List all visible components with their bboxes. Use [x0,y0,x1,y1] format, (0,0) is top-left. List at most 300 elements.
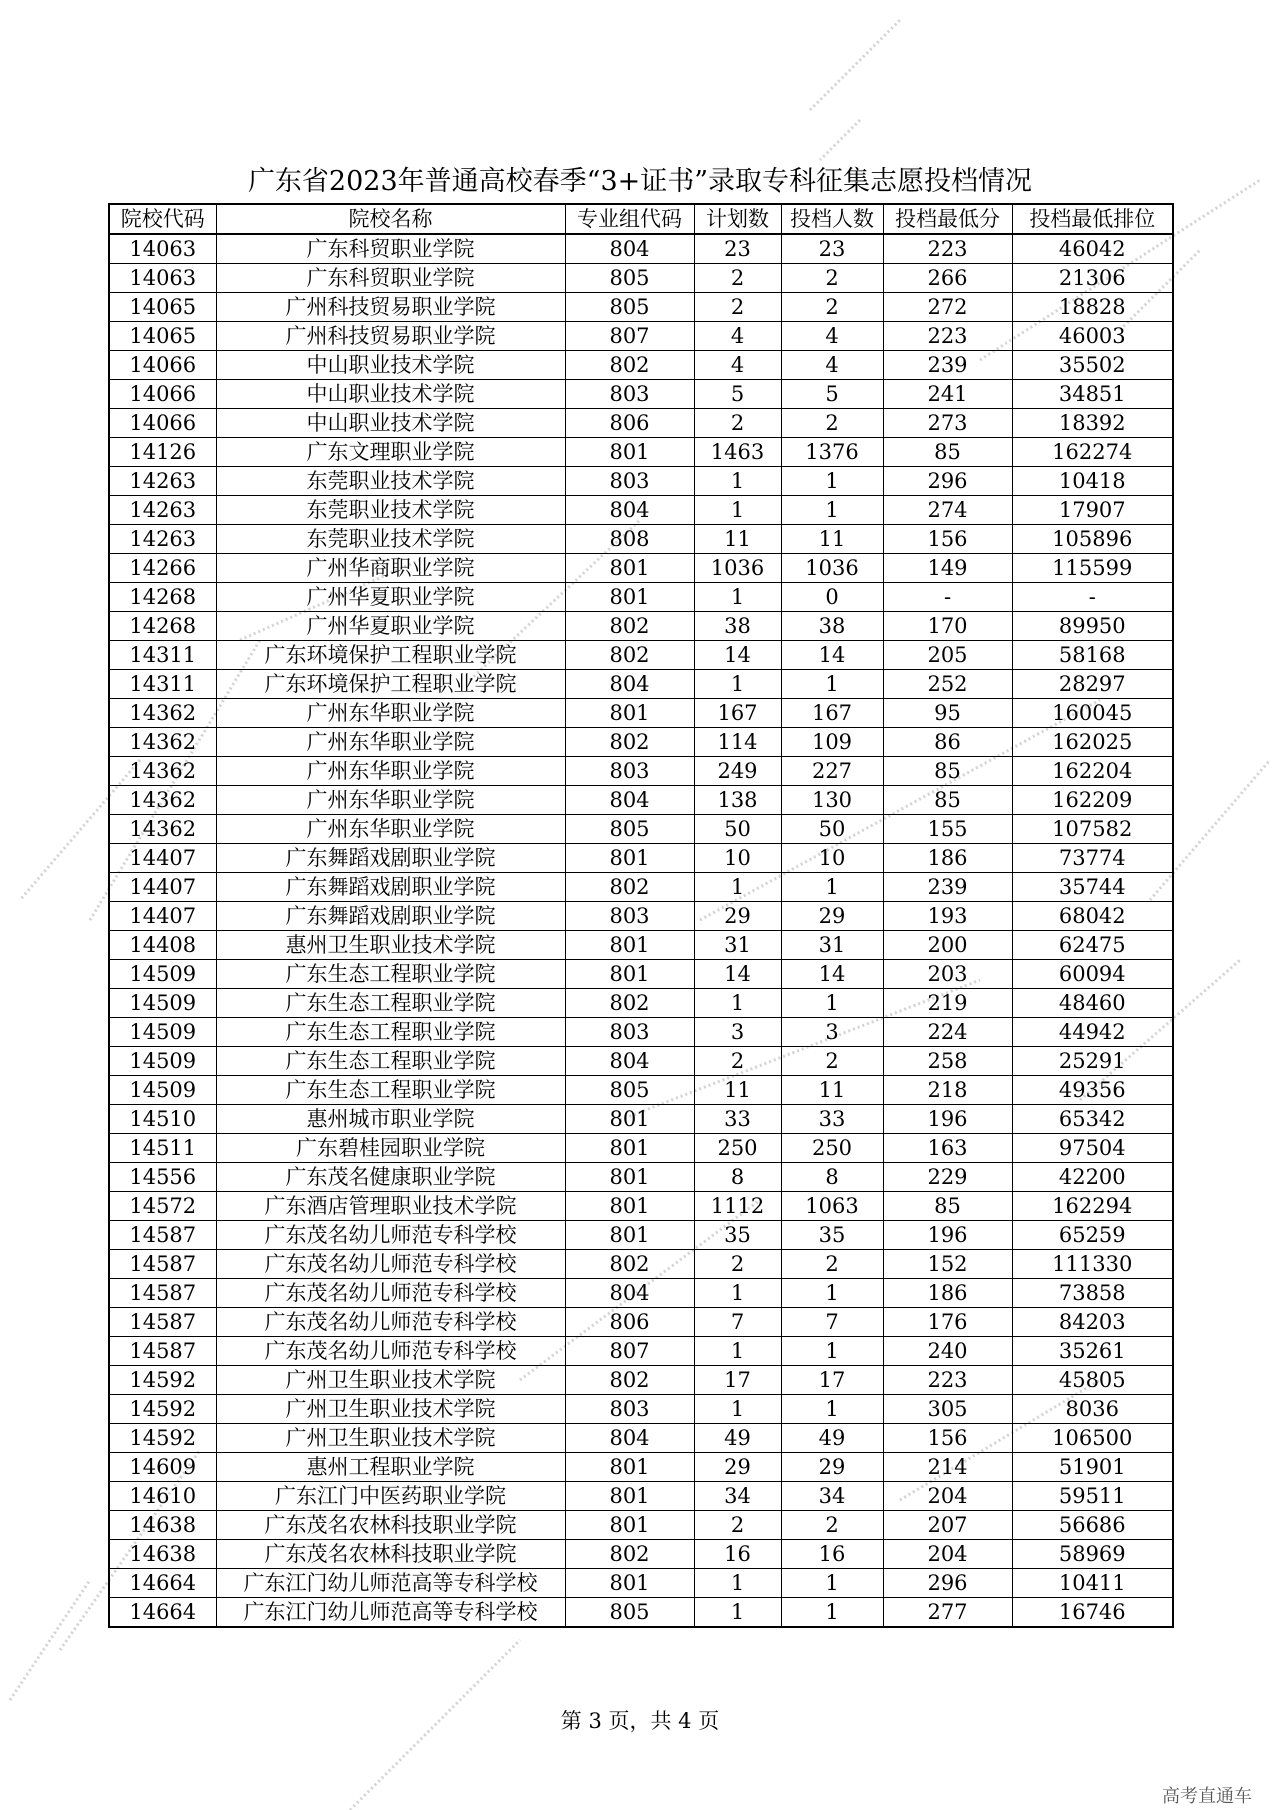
min-rank-cell: 35502 [1012,351,1173,380]
group-code-cell: 801 [565,960,694,989]
school-code-cell: 14362 [109,699,216,728]
school-code-cell: 14587 [109,1308,216,1337]
min-rank-cell: 68042 [1012,902,1173,931]
school-code-cell: 14556 [109,1163,216,1192]
school-name-cell: 广东生态工程职业学院 [216,1018,565,1047]
column-header: 专业组代码 [565,204,694,234]
table-row [109,612,1173,641]
column-header: 投档最低分 [883,204,1012,234]
plan-count-cell: 23 [694,234,781,264]
admitted-count-cell: 2 [781,1250,883,1279]
table-row [109,1134,1173,1163]
school-name-cell: 广东生态工程职业学院 [216,989,565,1018]
admitted-count-cell: 1 [781,496,883,525]
min-score-cell: 193 [883,902,1012,931]
school-name-cell: 广东茂名幼儿师范专科学校 [216,1308,565,1337]
group-code-cell: 801 [565,1569,694,1598]
school-code-cell: 14407 [109,844,216,873]
group-code-cell: 801 [565,1453,694,1482]
group-code-cell: 802 [565,1250,694,1279]
group-code-cell: 807 [565,1337,694,1366]
school-code-cell: 14311 [109,670,216,699]
group-code-cell: 802 [565,612,694,641]
plan-count-cell: 1463 [694,438,781,467]
group-code-cell: 804 [565,234,694,264]
min-rank-cell: 10411 [1012,1569,1173,1598]
group-code-cell: 801 [565,1134,694,1163]
admitted-count-cell: 49 [781,1424,883,1453]
min-score-cell: 156 [883,1424,1012,1453]
admission-table [108,203,1174,1628]
group-code-cell: 801 [565,438,694,467]
min-score-cell: 176 [883,1308,1012,1337]
min-rank-cell: 21306 [1012,264,1173,293]
school-name-cell: 广州华夏职业学院 [216,583,565,612]
table-row [109,583,1173,612]
table-row [109,1395,1173,1424]
school-name-cell: 广东生态工程职业学院 [216,960,565,989]
min-rank-cell: 162209 [1012,786,1173,815]
plan-count-cell: 1 [694,1337,781,1366]
min-rank-cell: 106500 [1012,1424,1173,1453]
school-code-cell: 14268 [109,612,216,641]
school-name-cell: 广东茂名农林科技职业学院 [216,1540,565,1569]
school-code-cell: 14362 [109,815,216,844]
table-row [109,641,1173,670]
school-name-cell: 广州科技贸易职业学院 [216,293,565,322]
group-code-cell: 805 [565,815,694,844]
school-name-cell: 广东碧桂园职业学院 [216,1134,565,1163]
school-name-cell: 中山职业技术学院 [216,351,565,380]
admitted-count-cell: 34 [781,1482,883,1511]
admitted-count-cell: 4 [781,351,883,380]
school-name-cell: 广州东华职业学院 [216,728,565,757]
school-name-cell: 广东茂名幼儿师范专科学校 [216,1337,565,1366]
plan-count-cell: 114 [694,728,781,757]
school-name-cell: 中山职业技术学院 [216,380,565,409]
admitted-count-cell: 250 [781,1134,883,1163]
school-code-cell: 14510 [109,1105,216,1134]
min-score-cell: 296 [883,467,1012,496]
min-rank-cell: 162025 [1012,728,1173,757]
school-code-cell: 14066 [109,351,216,380]
admitted-count-cell: 17 [781,1366,883,1395]
group-code-cell: 803 [565,1395,694,1424]
admitted-count-cell: 2 [781,264,883,293]
group-code-cell: 806 [565,409,694,438]
min-rank-cell: 111330 [1012,1250,1173,1279]
school-code-cell: 14263 [109,496,216,525]
admitted-count-cell: 14 [781,960,883,989]
table-row [109,438,1173,467]
min-score-cell: 85 [883,757,1012,786]
table-row [109,989,1173,1018]
plan-count-cell: 11 [694,525,781,554]
group-code-cell: 803 [565,757,694,786]
admitted-count-cell: 14 [781,641,883,670]
school-name-cell: 广东文理职业学院 [216,438,565,467]
school-name-cell: 东莞职业技术学院 [216,525,565,554]
min-score-cell: 258 [883,1047,1012,1076]
table-row [109,815,1173,844]
school-code-cell: 14065 [109,322,216,351]
school-name-cell: 广东科贸职业学院 [216,264,565,293]
admitted-count-cell: 33 [781,1105,883,1134]
school-code-cell: 14610 [109,1482,216,1511]
table-row [109,1279,1173,1308]
school-name-cell: 广东环境保护工程职业学院 [216,641,565,670]
school-name-cell: 广州华夏职业学院 [216,612,565,641]
admitted-count-cell: 0 [781,583,883,612]
school-name-cell: 广东江门中医药职业学院 [216,1482,565,1511]
school-code-cell: 14509 [109,960,216,989]
table-row [109,1018,1173,1047]
school-name-cell: 广州科技贸易职业学院 [216,322,565,351]
min-score-cell: 205 [883,641,1012,670]
min-rank-cell: 162274 [1012,438,1173,467]
admitted-count-cell: 23 [781,234,883,264]
min-score-cell: 207 [883,1511,1012,1540]
min-score-cell: 277 [883,1598,1012,1628]
school-code-cell: 14587 [109,1221,216,1250]
min-score-cell: 218 [883,1076,1012,1105]
plan-count-cell: 4 [694,351,781,380]
plan-count-cell: 1 [694,873,781,902]
school-code-cell: 14063 [109,264,216,293]
admitted-count-cell: 38 [781,612,883,641]
table-body [109,234,1173,1627]
min-rank-cell: 51901 [1012,1453,1173,1482]
table-row [109,380,1173,409]
table-row [109,1540,1173,1569]
school-name-cell: 广东酒店管理职业技术学院 [216,1192,565,1221]
group-code-cell: 802 [565,873,694,902]
plan-count-cell: 2 [694,409,781,438]
min-score-cell: 186 [883,1279,1012,1308]
admitted-count-cell: 1 [781,989,883,1018]
school-name-cell: 广州卫生职业技术学院 [216,1366,565,1395]
min-score-cell: - [883,583,1012,612]
admitted-count-cell: 167 [781,699,883,728]
school-name-cell: 广东茂名健康职业学院 [216,1163,565,1192]
group-code-cell: 802 [565,1366,694,1395]
school-name-cell: 广州东华职业学院 [216,815,565,844]
min-score-cell: 214 [883,1453,1012,1482]
min-rank-cell: 35261 [1012,1337,1173,1366]
admitted-count-cell: 31 [781,931,883,960]
school-name-cell: 广东江门幼儿师范高等专科学校 [216,1598,565,1628]
group-code-cell: 801 [565,1511,694,1540]
column-header: 院校代码 [109,204,216,234]
table-row [109,1453,1173,1482]
plan-count-cell: 250 [694,1134,781,1163]
table-row [109,322,1173,351]
table-row [109,1598,1173,1628]
min-score-cell: 203 [883,960,1012,989]
group-code-cell: 802 [565,728,694,757]
plan-count-cell: 16 [694,1540,781,1569]
school-code-cell: 14609 [109,1453,216,1482]
min-score-cell: 196 [883,1221,1012,1250]
plan-count-cell: 17 [694,1366,781,1395]
admitted-count-cell: 1063 [781,1192,883,1221]
school-name-cell: 广州卫生职业技术学院 [216,1395,565,1424]
admitted-count-cell: 1 [781,670,883,699]
plan-count-cell: 2 [694,264,781,293]
group-code-cell: 805 [565,1076,694,1105]
min-score-cell: 224 [883,1018,1012,1047]
table-row [109,293,1173,322]
min-rank-cell: 73858 [1012,1279,1173,1308]
table-row [109,1482,1173,1511]
school-code-cell: 14509 [109,989,216,1018]
min-rank-cell: 35744 [1012,873,1173,902]
admitted-count-cell: 35 [781,1221,883,1250]
admitted-count-cell: 1 [781,1279,883,1308]
table-row [109,1163,1173,1192]
school-code-cell: 14126 [109,438,216,467]
plan-count-cell: 2 [694,293,781,322]
group-code-cell: 803 [565,1018,694,1047]
group-code-cell: 807 [565,322,694,351]
plan-count-cell: 1112 [694,1192,781,1221]
admitted-count-cell: 130 [781,786,883,815]
plan-count-cell: 11 [694,1076,781,1105]
plan-count-cell: 49 [694,1424,781,1453]
school-code-cell: 14065 [109,293,216,322]
group-code-cell: 802 [565,351,694,380]
column-header: 计划数 [694,204,781,234]
min-score-cell: 305 [883,1395,1012,1424]
table-row [109,931,1173,960]
school-name-cell: 广州华商职业学院 [216,554,565,583]
group-code-cell: 808 [565,525,694,554]
school-code-cell: 14266 [109,554,216,583]
table-row [109,902,1173,931]
min-rank-cell: 48460 [1012,989,1173,1018]
min-rank-cell: 58969 [1012,1540,1173,1569]
min-rank-cell: 16746 [1012,1598,1173,1628]
min-score-cell: 149 [883,554,1012,583]
plan-count-cell: 4 [694,322,781,351]
school-code-cell: 14638 [109,1540,216,1569]
min-score-cell: 239 [883,351,1012,380]
school-code-cell: 14638 [109,1511,216,1540]
school-code-cell: 14063 [109,234,216,264]
admitted-count-cell: 2 [781,1511,883,1540]
school-name-cell: 广州东华职业学院 [216,786,565,815]
min-rank-cell: 10418 [1012,467,1173,496]
school-name-cell: 广东舞蹈戏剧职业学院 [216,873,565,902]
admitted-count-cell: 29 [781,1453,883,1482]
min-score-cell: 85 [883,1192,1012,1221]
school-name-cell: 广东茂名幼儿师范专科学校 [216,1250,565,1279]
table-row [109,1221,1173,1250]
min-score-cell: 170 [883,612,1012,641]
plan-count-cell: 10 [694,844,781,873]
table-row [109,351,1173,380]
min-rank-cell: 25291 [1012,1047,1173,1076]
school-code-cell: 14511 [109,1134,216,1163]
table-row [109,1047,1173,1076]
school-code-cell: 14592 [109,1395,216,1424]
school-code-cell: 14407 [109,902,216,931]
min-rank-cell: 60094 [1012,960,1173,989]
min-score-cell: 86 [883,728,1012,757]
plan-count-cell: 34 [694,1482,781,1511]
min-rank-cell: 49356 [1012,1076,1173,1105]
min-score-cell: 204 [883,1482,1012,1511]
table-row [109,873,1173,902]
min-rank-cell: 160045 [1012,699,1173,728]
admitted-count-cell: 29 [781,902,883,931]
admitted-count-cell: 1376 [781,438,883,467]
column-header: 投档最低排位 [1012,204,1173,234]
school-code-cell: 14066 [109,409,216,438]
group-code-cell: 803 [565,467,694,496]
min-score-cell: 155 [883,815,1012,844]
min-score-cell: 186 [883,844,1012,873]
school-name-cell: 广东茂名幼儿师范专科学校 [216,1279,565,1308]
admitted-count-cell: 1 [781,1395,883,1424]
plan-count-cell: 1036 [694,554,781,583]
table-row [109,525,1173,554]
admitted-count-cell: 4 [781,322,883,351]
plan-count-cell: 35 [694,1221,781,1250]
school-code-cell: 14362 [109,757,216,786]
school-name-cell: 广东舞蹈戏剧职业学院 [216,902,565,931]
school-code-cell: 14263 [109,525,216,554]
table-row [109,1192,1173,1221]
plan-count-cell: 7 [694,1308,781,1337]
table-row [109,699,1173,728]
group-code-cell: 803 [565,380,694,409]
table-row [109,1105,1173,1134]
column-header: 院校名称 [216,204,565,234]
min-rank-cell: 34851 [1012,380,1173,409]
group-code-cell: 805 [565,264,694,293]
group-code-cell: 804 [565,786,694,815]
school-code-cell: 14592 [109,1424,216,1453]
table-row [109,1076,1173,1105]
school-code-cell: 14509 [109,1047,216,1076]
table-row [109,1308,1173,1337]
column-header: 投档人数 [781,204,883,234]
min-score-cell: 273 [883,409,1012,438]
plan-count-cell: 38 [694,612,781,641]
admitted-count-cell: 2 [781,409,883,438]
admitted-count-cell: 1 [781,1337,883,1366]
plan-count-cell: 14 [694,960,781,989]
school-name-cell: 广东科贸职业学院 [216,234,565,264]
group-code-cell: 801 [565,1221,694,1250]
group-code-cell: 801 [565,1105,694,1134]
group-code-cell: 801 [565,844,694,873]
min-score-cell: 239 [883,873,1012,902]
group-code-cell: 801 [565,931,694,960]
school-name-cell: 惠州卫生职业技术学院 [216,931,565,960]
min-score-cell: 241 [883,380,1012,409]
min-rank-cell: 89950 [1012,612,1173,641]
min-score-cell: 95 [883,699,1012,728]
plan-count-cell: 3 [694,1018,781,1047]
plan-count-cell: 2 [694,1511,781,1540]
min-rank-cell: 46042 [1012,234,1173,264]
table-row [109,1250,1173,1279]
school-code-cell: 14509 [109,1076,216,1105]
min-score-cell: 156 [883,525,1012,554]
plan-count-cell: 8 [694,1163,781,1192]
admitted-count-cell: 2 [781,293,883,322]
min-score-cell: 223 [883,322,1012,351]
school-code-cell: 14664 [109,1569,216,1598]
min-score-cell: 240 [883,1337,1012,1366]
admitted-count-cell: 1 [781,1569,883,1598]
school-name-cell: 广东生态工程职业学院 [216,1076,565,1105]
min-score-cell: 219 [883,989,1012,1018]
school-code-cell: 14362 [109,728,216,757]
group-code-cell: 801 [565,699,694,728]
plan-count-cell: 1 [694,1395,781,1424]
admission-table-container [108,203,1172,1628]
school-name-cell: 广东环境保护工程职业学院 [216,670,565,699]
table-row [109,1366,1173,1395]
admitted-count-cell: 7 [781,1308,883,1337]
plan-count-cell: 1 [694,1598,781,1628]
table-row [109,728,1173,757]
min-score-cell: 252 [883,670,1012,699]
min-score-cell: 229 [883,1163,1012,1192]
admitted-count-cell: 11 [781,1076,883,1105]
group-code-cell: 805 [565,1598,694,1628]
school-code-cell: 14664 [109,1598,216,1628]
school-code-cell: 14407 [109,873,216,902]
group-code-cell: 802 [565,989,694,1018]
admitted-count-cell: 16 [781,1540,883,1569]
plan-count-cell: 1 [694,496,781,525]
min-score-cell: 85 [883,786,1012,815]
min-rank-cell: 8036 [1012,1395,1173,1424]
min-rank-cell: 162204 [1012,757,1173,786]
min-score-cell: 223 [883,1366,1012,1395]
school-code-cell: 14587 [109,1279,216,1308]
school-name-cell: 广东生态工程职业学院 [216,1047,565,1076]
plan-count-cell: 138 [694,786,781,815]
school-name-cell: 惠州城市职业学院 [216,1105,565,1134]
school-name-cell: 广州卫生职业技术学院 [216,1424,565,1453]
min-score-cell: 85 [883,438,1012,467]
school-name-cell: 广东江门幼儿师范高等专科学校 [216,1569,565,1598]
plan-count-cell: 1 [694,1279,781,1308]
school-code-cell: 14408 [109,931,216,960]
min-rank-cell: 17907 [1012,496,1173,525]
admitted-count-cell: 1036 [781,554,883,583]
school-name-cell: 广东茂名农林科技职业学院 [216,1511,565,1540]
school-name-cell: 广东茂名幼儿师范专科学校 [216,1221,565,1250]
min-rank-cell: 18828 [1012,293,1173,322]
corner-brand: 高考直通车 [1162,1786,1252,1807]
min-rank-cell: 105896 [1012,525,1173,554]
plan-count-cell: 33 [694,1105,781,1134]
group-code-cell: 801 [565,554,694,583]
school-code-cell: 14587 [109,1250,216,1279]
admitted-count-cell: 1 [781,467,883,496]
group-code-cell: 801 [565,1192,694,1221]
min-score-cell: 200 [883,931,1012,960]
group-code-cell: 801 [565,1163,694,1192]
plan-count-cell: 29 [694,902,781,931]
min-rank-cell: 115599 [1012,554,1173,583]
